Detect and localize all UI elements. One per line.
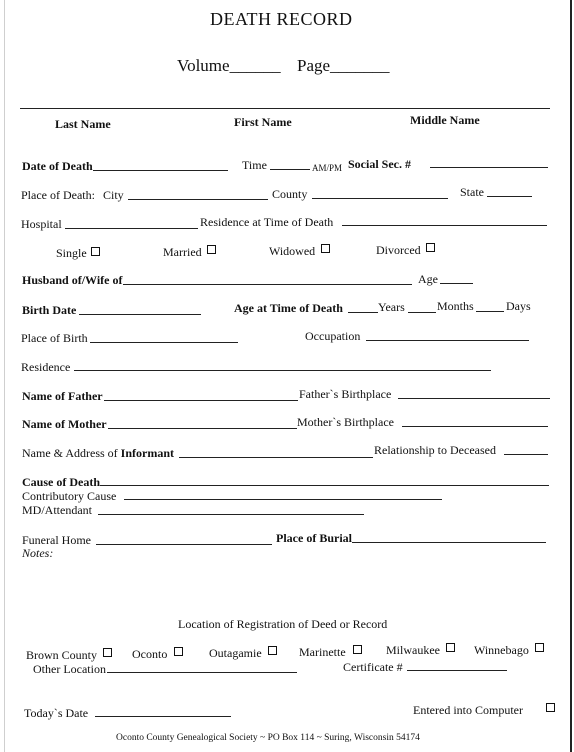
- single-label: Single: [56, 246, 87, 260]
- informant-field[interactable]: [179, 457, 373, 458]
- other-location-field[interactable]: [107, 672, 297, 673]
- widowed-checkbox[interactable]: [321, 244, 330, 253]
- days-field[interactable]: [476, 311, 504, 312]
- brown-county-label: Brown County: [26, 648, 98, 662]
- hospital-field[interactable]: [65, 228, 198, 229]
- outagamie-checkbox[interactable]: [268, 646, 277, 655]
- page-label: Page_______: [297, 56, 390, 75]
- hospital-label: Hospital: [21, 217, 62, 231]
- oconto-checkbox[interactable]: [174, 647, 183, 656]
- place-of-birth-field[interactable]: [90, 342, 238, 343]
- contributory-cause-field[interactable]: [124, 499, 442, 500]
- page-edge-right: [570, 0, 572, 752]
- residence-at-death-label: Residence at Time of Death: [200, 215, 334, 229]
- relationship-label: Relationship to Deceased: [374, 443, 496, 457]
- mother-birthplace-field[interactable]: [402, 426, 548, 427]
- name-of-father-field[interactable]: [104, 400, 298, 401]
- oconto-label: Oconto: [132, 647, 168, 661]
- middle-name-label: Middle Name: [410, 113, 480, 127]
- age-at-death-label: [234, 301, 343, 315]
- city-field[interactable]: [128, 199, 268, 200]
- milwaukee-checkbox[interactable]: [446, 643, 455, 652]
- contributory-cause-label: Contributory Cause: [22, 489, 117, 503]
- md-attendant-label: MD/Attendant: [22, 503, 92, 517]
- name-of-mother-field[interactable]: [108, 428, 297, 429]
- occupation-field[interactable]: [366, 340, 529, 341]
- informant-prefix: Name & Address of: [22, 446, 118, 460]
- days-label: Days: [506, 299, 531, 313]
- widowed-label: Widowed: [269, 244, 316, 258]
- years-label: Years: [378, 300, 405, 314]
- todays-date-label: Today`s Date: [24, 706, 89, 720]
- social-sec-field[interactable]: [430, 167, 548, 168]
- residence-field[interactable]: [74, 370, 491, 371]
- years-field[interactable]: [348, 312, 378, 313]
- notes-label: Notes:: [22, 546, 54, 560]
- age-label: Age: [418, 272, 438, 286]
- todays-date-field[interactable]: [95, 716, 231, 717]
- divorced-checkbox[interactable]: [426, 243, 435, 252]
- marinette-label: Marinette: [299, 645, 346, 659]
- informant-label: [22, 446, 174, 460]
- certificate-field[interactable]: [407, 670, 507, 671]
- cause-of-death-field[interactable]: [100, 485, 549, 486]
- place-of-burial-label: Place of Burial: [276, 531, 352, 545]
- volume-label: Volume______: [177, 56, 281, 75]
- social-sec-label: Social Sec. #: [348, 157, 411, 171]
- birth-date-field[interactable]: [79, 314, 201, 315]
- name-of-mother-label: Name of Mother: [22, 417, 107, 431]
- time-field[interactable]: [270, 169, 310, 170]
- residence-at-death-field[interactable]: [342, 225, 547, 226]
- state-label: State: [460, 185, 484, 199]
- brown-county-checkbox[interactable]: [103, 648, 112, 657]
- married-label: Married: [163, 245, 202, 259]
- form-title: DEATH RECORD: [210, 9, 353, 29]
- footer-address: Oconto County Genealogical Society ~ PO Box 114 ~ Suring, Wisconsin 54174: [116, 733, 420, 743]
- registration-heading: Location of Registration of Deed or Record: [178, 617, 388, 631]
- header-rule: [20, 108, 550, 109]
- married-checkbox[interactable]: [207, 245, 216, 254]
- state-field[interactable]: [487, 196, 532, 197]
- occupation-label: Occupation: [305, 329, 361, 343]
- city-label: City: [103, 188, 124, 202]
- milwaukee-label: Milwaukee: [386, 643, 440, 657]
- funeral-home-label: Funeral Home: [22, 533, 91, 547]
- months-label: Months: [437, 299, 474, 313]
- name-of-father-label: Name of Father: [22, 389, 103, 403]
- informant-bold: Informant: [120, 446, 174, 460]
- date-of-death-label: Date of Death: [22, 159, 93, 173]
- age-at-death-text: Age at Time of Death: [234, 301, 343, 315]
- winnebago-label: Winnebago: [474, 643, 529, 657]
- date-of-death-field[interactable]: [93, 170, 228, 171]
- spouse-label: Husband of/Wife of: [22, 273, 123, 287]
- father-birthplace-label: Father`s Birthplace: [299, 387, 392, 401]
- page-edge-left: [4, 0, 5, 752]
- mother-birthplace-label: Mother`s Birthplace: [297, 415, 394, 429]
- single-checkbox[interactable]: [91, 247, 100, 256]
- entered-computer-label: Entered into Computer: [413, 703, 523, 717]
- certificate-label: Certificate #: [343, 660, 403, 674]
- outagamie-label: Outagamie: [209, 646, 262, 660]
- md-attendant-field[interactable]: [98, 514, 364, 515]
- first-name-label: First Name: [234, 115, 292, 129]
- birth-date-label: Birth Date: [22, 303, 77, 317]
- age-field[interactable]: [440, 283, 473, 284]
- place-of-birth-label: Place of Birth: [21, 331, 88, 345]
- entered-computer-checkbox[interactable]: [546, 703, 555, 712]
- marinette-checkbox[interactable]: [353, 645, 362, 654]
- relationship-field[interactable]: [504, 454, 548, 455]
- residence-label: Residence: [21, 360, 71, 374]
- funeral-home-field[interactable]: [96, 544, 272, 545]
- months-field[interactable]: [408, 312, 436, 313]
- time-label: Time: [242, 158, 267, 172]
- cause-of-death-label: Cause of Death: [22, 475, 100, 489]
- father-birthplace-field[interactable]: [398, 398, 550, 399]
- am-pm-label: AM/PM: [312, 163, 343, 173]
- last-name-label: Last Name: [55, 117, 111, 131]
- divorced-label: Divorced: [376, 243, 421, 257]
- winnebago-checkbox[interactable]: [535, 643, 544, 652]
- place-of-death-label: Place of Death:: [21, 188, 95, 202]
- county-label: County: [272, 187, 308, 201]
- spouse-field[interactable]: [123, 284, 412, 285]
- county-field[interactable]: [312, 198, 448, 199]
- other-location-label: Other Location: [33, 662, 106, 676]
- place-of-burial-field[interactable]: [352, 542, 546, 543]
